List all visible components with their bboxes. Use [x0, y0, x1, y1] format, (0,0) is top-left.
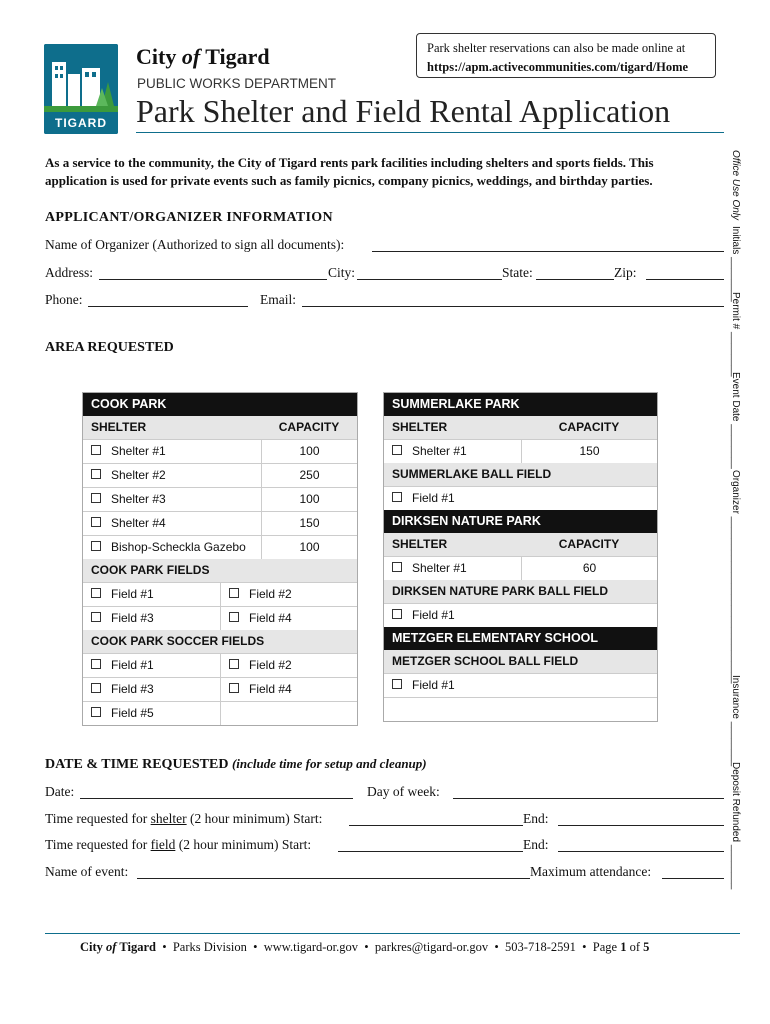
email-label: Email:: [260, 292, 296, 307]
table-row[interactable]: Field #3 Field #4: [83, 606, 357, 630]
city-logo: [44, 44, 118, 134]
online-url[interactable]: https://apm.activecommunities.com/tigard/Home: [427, 60, 689, 74]
checkbox[interactable]: [229, 588, 239, 598]
checkbox[interactable]: [91, 445, 101, 455]
table-row: [384, 697, 657, 721]
capacity-column: CAPACITY: [278, 420, 340, 434]
area-heading: AREA REQUESTED: [45, 340, 174, 355]
checkbox[interactable]: [91, 659, 101, 669]
organizer-label: Name of Organizer (Authorized to sign all documents):: [45, 237, 345, 252]
checkbox[interactable]: [91, 683, 101, 693]
table-row[interactable]: Shelter #1 60: [384, 556, 657, 580]
summerlake-title: SUMMERLAKE PARK: [384, 393, 657, 416]
state-field[interactable]: [536, 265, 614, 280]
footer-rule: [45, 933, 740, 934]
event-name-label: Name of event:: [45, 864, 129, 879]
checkbox[interactable]: [91, 517, 101, 527]
office-item-permit: Permit # ________: [730, 292, 741, 377]
cook-soccer-title: COOK PARK SOCCER FIELDS: [83, 630, 357, 653]
organizer-field[interactable]: [372, 237, 724, 252]
other-parks-table: SUMMERLAKE PARK SHELTER CAPACITY Shelter #1 150 SUMMERLAKE BALL FIELD Field #1 DIRKSEN NATURE PARK SHELTER CAPACITY Shelter #1 60 DIRKSEN NATURE PARK BALL FIELD Field #1 METZGER ELEMENTARY SCHOOL METZGER SCHOOL BALL FIELD Field #1: [383, 392, 658, 722]
shelter-column: SHELTER: [91, 420, 147, 434]
checkbox[interactable]: [91, 541, 101, 551]
cook-park-table: [82, 392, 358, 726]
table-row[interactable]: Shelter #2 250: [83, 463, 357, 487]
page-title: Park Shelter and Field Rental Application: [136, 93, 671, 129]
date-label: Date:: [45, 784, 75, 799]
metzger-ball-title: METZGER SCHOOL BALL FIELD: [384, 650, 657, 673]
office-use-title: Office Use Only: [730, 150, 741, 221]
phone-label: Phone:: [45, 292, 83, 307]
shelter-end-label: End:: [523, 811, 549, 826]
department-name: PUBLIC WORKS DEPARTMENT: [137, 76, 337, 91]
logo-text: TIGARD: [55, 116, 107, 130]
address-field[interactable]: [99, 265, 327, 280]
table-row[interactable]: Field #1: [384, 486, 657, 510]
zip-label: Zip:: [614, 265, 637, 280]
cook-fields-title: COOK PARK FIELDS: [83, 559, 357, 582]
shelter-time-label: Time requested for shelter (2 hour minimum) Start:: [45, 811, 323, 826]
dirksen-ball-title: DIRKSEN NATURE PARK BALL FIELD: [384, 580, 657, 603]
table-row[interactable]: Bishop-Scheckla Gazebo 100: [83, 535, 357, 559]
checkbox[interactable]: [91, 588, 101, 598]
event-name-field[interactable]: [137, 864, 530, 879]
checkbox[interactable]: [392, 562, 402, 572]
dirksen-title: DIRKSEN NATURE PARK: [384, 510, 657, 533]
phone-field[interactable]: [88, 292, 248, 307]
address-label: Address:: [45, 265, 93, 280]
intro-text: As a service to the community, the City of Tigard rents park facilities including shelters and sports fields. This application is used for private events such as family picnics, company picnics, weddings, and birthday parties.: [45, 155, 654, 188]
date-field[interactable]: [80, 784, 353, 799]
checkbox[interactable]: [91, 707, 101, 717]
zip-field[interactable]: [646, 265, 724, 280]
checkbox[interactable]: [91, 469, 101, 479]
header-rule: [136, 132, 724, 133]
checkbox[interactable]: [392, 445, 402, 455]
checkbox[interactable]: [91, 493, 101, 503]
city-field[interactable]: [357, 265, 502, 280]
table-row[interactable]: Field #1: [384, 603, 657, 627]
applicant-heading: APPLICANT/ORGANIZER INFORMATION: [45, 210, 333, 225]
checkbox[interactable]: [229, 612, 239, 622]
table-row[interactable]: Shelter #4 150: [83, 511, 357, 535]
table-row[interactable]: Field #1 Field #2: [83, 653, 357, 677]
attendance-field[interactable]: [662, 864, 724, 879]
table-row[interactable]: Shelter #3 100: [83, 487, 357, 511]
online-reservation-box: [416, 33, 716, 78]
state-label: State:: [502, 265, 533, 280]
office-item-organizer: Organizer ______________________________: [730, 470, 741, 684]
checkbox[interactable]: [229, 683, 239, 693]
metzger-title: METZGER ELEMENTARY SCHOOL: [384, 627, 657, 650]
table-row[interactable]: Field #1: [384, 673, 657, 697]
office-item-event-date: Event Date ________: [730, 372, 741, 469]
field-start-field[interactable]: [338, 837, 523, 852]
datetime-heading: DATE & TIME REQUESTED (include time for setup and cleanup): [45, 756, 427, 772]
day-of-week-label: Day of week:: [367, 784, 440, 799]
city-name: City of Tigard: [136, 44, 270, 69]
field-end-label: End:: [523, 837, 549, 852]
city-label: City:: [328, 265, 356, 280]
table-row[interactable]: Field #5: [83, 701, 357, 725]
table-row[interactable]: Shelter #1 150: [384, 439, 657, 463]
summerlake-ball-title: SUMMERLAKE BALL FIELD: [384, 463, 657, 486]
footer-email[interactable]: parkres@tigard-or.gov: [374, 940, 489, 954]
field-time-label: Time requested for field (2 hour minimum) Start:: [45, 837, 312, 852]
email-field[interactable]: [302, 292, 724, 307]
attendance-label: Maximum attendance:: [530, 864, 652, 879]
checkbox[interactable]: [392, 609, 402, 619]
checkbox[interactable]: [392, 492, 402, 502]
table-row[interactable]: Field #1 Field #2: [83, 582, 357, 606]
field-end-field[interactable]: [558, 837, 724, 852]
checkbox[interactable]: [229, 659, 239, 669]
online-note: Park shelter reservations can also be made online at: [427, 41, 686, 55]
office-item-deposit: Deposit Refunded ________: [730, 762, 741, 890]
checkbox[interactable]: [392, 679, 402, 689]
day-of-week-field[interactable]: [453, 784, 724, 799]
office-item-insurance: Insurance ________: [730, 675, 741, 767]
footer: City of Tigard • Parks Division • www.tigard-or.gov • parkres@tigard-or.gov • 503-718-2591 • Page 1 of 5: [80, 940, 650, 954]
footer-website[interactable]: www.tigard-or.gov: [263, 940, 359, 954]
table-row[interactable]: Field #3 Field #4: [83, 677, 357, 701]
shelter-end-field[interactable]: [558, 811, 724, 826]
cook-park-title: COOK PARK: [83, 393, 357, 416]
shelter-start-field[interactable]: [349, 811, 523, 826]
office-item-initials: Initials ________: [730, 226, 741, 302]
checkbox[interactable]: [91, 612, 101, 622]
table-row[interactable]: Shelter #1 100: [83, 439, 357, 463]
